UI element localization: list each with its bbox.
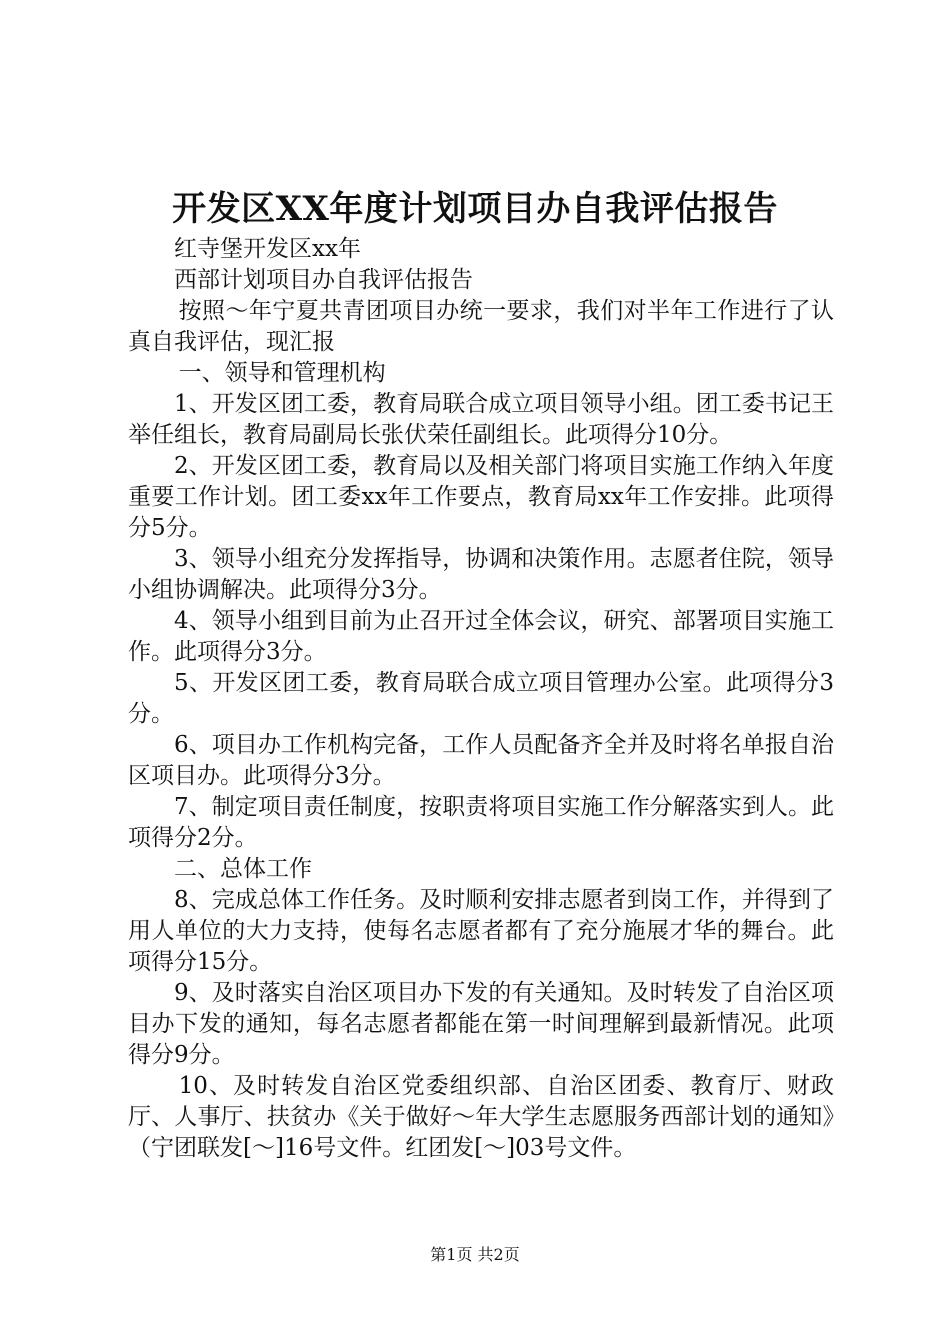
paragraph: 10、及时转发自治区党委组织部、自治区团委、教育厅、财政厅、人事厅、扶贫办《关于做好～年大学生志愿服务西部计划的通知》（宁团联发[～]16号文件。红团发[～]03号文件。 (128, 1073, 834, 1161)
section-heading: 一、领导和管理机构 (178, 360, 386, 386)
paragraph: 6、项目办工作机构完备，工作人员配备齐全并及时将名单报自治区项目办。此项得分3分。 (128, 732, 834, 789)
paragraph: 7、制定项目责任制度，按职责将项目实施工作分解落实到人。此项得分2分。 (128, 794, 834, 851)
page-footer: 第1页 共2页 (430, 1245, 520, 1264)
paragraph: 9、及时落实自治区项目办下发的有关通知。及时转发了自治区项目办下发的通知，每名志愿者都能在第一时间理解到最新情况。此项得分9分。 (128, 980, 834, 1068)
section-heading: 二、总体工作 (174, 856, 312, 882)
paragraph: 2、开发区团工委，教育局以及相关部门将项目实施工作纳入年度重要工作计划。团工委xx年工作要点，教育局xx年工作安排。此项得分5分。 (128, 453, 834, 541)
document-body (128, 234, 834, 1164)
paragraph: 按照～年宁夏共青团项目办统一要求，我们对半年工作进行了认真自我评估，现汇报 (128, 298, 834, 355)
paragraph: 5、开发区团工委，教育局联合成立项目管理办公室。此项得分3分。 (128, 670, 834, 727)
paragraph: 4、领导小组到目前为止召开过全体会议，研究、部署项目实施工作。此项得分3分。 (128, 608, 834, 665)
paragraph: 红寺堡开发区xx年 (174, 236, 361, 262)
paragraph: 8、完成总体工作任务。及时顺利安排志愿者到岗工作，并得到了用人单位的大力支持，使每名志愿者都有了充分施展才华的舞台。此项得分15分。 (128, 887, 834, 975)
paragraph: 1、开发区团工委，教育局联合成立项目领导小组。团工委书记王举任组长，教育局副局长张伏荣任副组长。此项得分10分。 (128, 391, 834, 448)
document-title: 开发区XX年度计划项目办自我评估报告 (172, 189, 778, 229)
paragraph: 3、领导小组充分发挥指导，协调和决策作用。志愿者住院，领导小组协调解决。此项得分3分。 (128, 546, 834, 603)
paragraph: 西部计划项目办自我评估报告 (174, 267, 473, 293)
